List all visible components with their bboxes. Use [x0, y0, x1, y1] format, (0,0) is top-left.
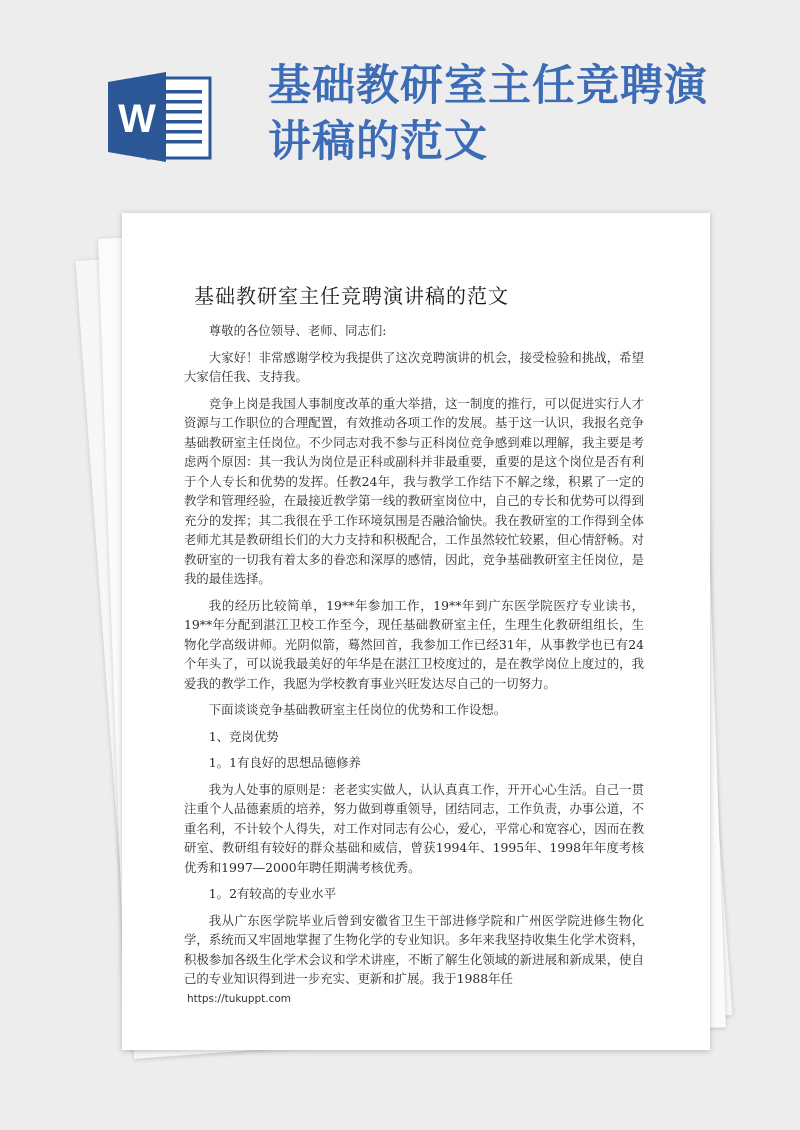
- paragraph: 我的经历比较简单，19**年参加工作，19**年到广东医学院医疗专业读书，19**年分配到湛江卫校工作至今，现任基础教研室主任，生理生化教研组组长，生物化学高级讲师。光阴似箭，蓦然回首，我参加工作已经31年，从事教学也已有24个年头了，可以说我最美好的年华是在湛江卫校度过的，是在教学岗位上度过的，我爱我的教学工作，我愿为学校教育事业兴旺发达尽自己的一切努力。: [184, 597, 644, 691]
- page-title: 基础教研室主任竞聘演讲稿的范文: [268, 61, 708, 167]
- word-icon-letter: W: [118, 97, 156, 141]
- document-title: 基础教研室主任竞聘演讲稿的范文: [194, 284, 509, 308]
- subsection-heading: 1。2有较高的专业水平: [208, 886, 337, 901]
- document-body: [184, 321, 644, 996]
- section-heading: 1、竞岗优势: [208, 728, 279, 744]
- word-document-icon: [108, 72, 216, 162]
- document-page: [122, 213, 710, 1050]
- paragraph: 大家好！非常感谢学校为我提供了这次竞聘演讲的机会，接受检验和挑战，希望大家信任我、支持我。: [184, 349, 644, 384]
- paragraph: 下面谈谈竞争基础教研室主任岗位的优势和工作设想。: [208, 702, 507, 717]
- subsection-heading: 1。1有良好的思想品德修养: [208, 755, 361, 770]
- paragraph: 竞争上岗是我国人事制度改革的重大举措，这一制度的推行，可以促进实行人才资源与工作职位的合理配置，有效推动各项工作的发展。基于这一认识，我报名竞争基础教研室主任岗位。不少同志对我不参与正科岗位竞争感到难以理解，我主要是考虑两个原因：其一我认为岗位是正科或副科并非最重要，重要的是这个岗位是否有利于个人专长和优势的发挥。任教24年，我与教学工作结下不解之缘，积累了一定的教学和管理经验，在最接近教学第一线的教研室岗位中，自己的专长和优势可以得到充分的发挥；其二我很在乎工作环境氛围是否融洽愉快。我在教研室的工作得到全体老师尤其是教研组长们的大力支持和积极配合，工作虽然较忙较累，但心情舒畅。对教研室的一切我有着太多的眷恋和深厚的感情，因此，竞争基础教研室主任岗位，是我的最佳选择。: [184, 395, 644, 586]
- footer-url[interactable]: https://tukuppt.com: [187, 993, 292, 1005]
- paragraph: 我为人处事的原则是：老老实实做人，认认真真工作，开开心心生活。自己一贯注重个人品德素质的培养，努力做到尊重领导，团结同志，工作负责，办事公道，不重名利，不计较个人得失，对工作对同志有公心，爱心，平常心和宽容心，因而在教研室、教研组有较好的群众基础和威信，曾获1994年、1995年、1998年年度考核优秀和1997—2000年聘任期满考核优秀。: [184, 781, 644, 875]
- paragraph: 我从广东医学院毕业后曾到安徽省卫生干部进修学院和广州医学院进修生物化学，系统而又牢固地掌握了生物化学的专业知识。多年来我坚持收集生化学术资料，积极参加各级生化学术会议和学术讲座，不断了解生化领域的新进展和新成果，使自己的专业知识得到进一步充实、更新和扩展。我于1988年任: [184, 912, 644, 986]
- header: [0, 0, 800, 200]
- paragraph: 尊敬的各位领导、老师、同志们:: [208, 323, 387, 338]
